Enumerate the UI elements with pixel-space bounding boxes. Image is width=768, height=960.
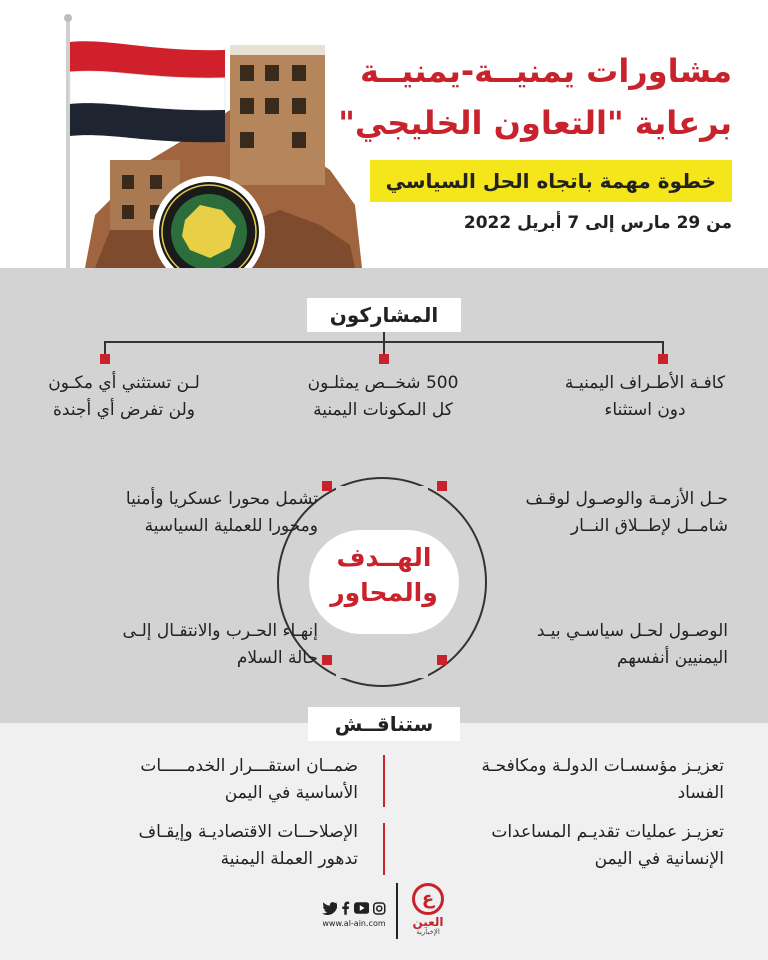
goal-item-1 bbox=[525, 486, 728, 540]
goals-center-badge bbox=[309, 530, 459, 634]
connector-left bbox=[104, 341, 106, 355]
discuss-label: ستناقــش bbox=[308, 707, 460, 741]
goal-item-4 bbox=[122, 618, 318, 672]
social-block bbox=[322, 897, 386, 928]
discussion-section bbox=[0, 712, 768, 960]
main-title-line-1: مشاورات يمنيــة-يمنيــة bbox=[360, 52, 732, 90]
bullet-square bbox=[437, 481, 447, 491]
header-illustration bbox=[0, 0, 380, 268]
goal-item-3 bbox=[537, 618, 728, 672]
divider bbox=[383, 755, 385, 807]
participant-item-3-line2: ولن تفرض أي أجندة bbox=[52, 400, 196, 421]
discuss-item-4-line2: تدهور العملة اليمنية bbox=[220, 849, 358, 870]
participant-item-2-line2: كل المكونات اليمنية bbox=[313, 400, 453, 421]
participant-item-1-line1: كافـة الأطـراف اليمنيـة bbox=[564, 373, 726, 393]
twitter-icon[interactable] bbox=[322, 901, 337, 915]
brand-sub: الإخبارية bbox=[416, 928, 440, 937]
discuss-item-1-line1: تعزيـز مؤسسـات الدولـة ومكافحـة bbox=[481, 756, 724, 776]
discuss-item-3-line2: الإنسانية في اليمن bbox=[594, 849, 724, 870]
website-url[interactable]: www.al-ain.com bbox=[322, 919, 386, 928]
bullet-square bbox=[658, 354, 668, 364]
discuss-item-3 bbox=[491, 819, 724, 873]
header bbox=[0, 0, 768, 268]
participant-item-1-line2: دون استثناء bbox=[604, 400, 686, 421]
connector-mid bbox=[383, 341, 385, 355]
discuss-item-2 bbox=[140, 753, 358, 807]
footer-divider bbox=[396, 883, 398, 939]
main-panel bbox=[0, 268, 768, 723]
participant-item-2-line1: 500 شخــص يمثلـون bbox=[307, 373, 459, 393]
participant-item-2 bbox=[268, 370, 498, 424]
goal-item-3-line2: اليمنيين أنفسهم bbox=[617, 648, 728, 669]
goals-title-line2: والمحاور bbox=[330, 578, 438, 607]
date-range: من 29 مارس إلى 7 أبريل 2022 bbox=[463, 213, 732, 233]
discuss-item-4 bbox=[139, 819, 359, 873]
goal-item-1-line1: حـل الأزمـة والوصـول لوقـف bbox=[525, 489, 728, 509]
discuss-item-1-line2: الفساد bbox=[677, 783, 724, 804]
goal-item-3-line1: الوصـول لحـل سياسـي بيـد bbox=[536, 621, 728, 641]
discuss-item-2-line1: ضمــان استقـــرار الخدمـــــات bbox=[140, 756, 358, 776]
bullet-square bbox=[322, 655, 332, 665]
goals-title-line1: الهــدف bbox=[336, 543, 432, 572]
brand-name: العين bbox=[412, 915, 444, 929]
participants-label: المشاركون bbox=[307, 298, 461, 332]
discuss-item-1 bbox=[482, 753, 724, 807]
goal-item-4-line2: حالة السلام bbox=[236, 648, 318, 669]
subtitle-banner: خطوة مهمة باتجاه الحل السياسي bbox=[370, 160, 732, 202]
youtube-icon[interactable] bbox=[354, 902, 369, 914]
discuss-item-2-line2: الأساسية في اليمن bbox=[224, 783, 358, 804]
instagram-icon[interactable] bbox=[373, 902, 386, 915]
bullet-square bbox=[100, 354, 110, 364]
divider bbox=[383, 823, 385, 875]
participant-item-3-line1: لـن تستثني أي مكـون bbox=[48, 373, 200, 393]
discuss-item-4-line1: الإصلاحــات الاقتصاديـة وإيقـاف bbox=[138, 822, 358, 842]
connector-right bbox=[662, 341, 664, 355]
al-ain-logo-icon: ع العين الإخبارية bbox=[404, 883, 452, 936]
goal-item-2-line2: ومحورا للعملية السياسية bbox=[144, 516, 318, 537]
bullet-square bbox=[437, 655, 447, 665]
goal-item-1-line2: شامــل لإطــلاق النــار bbox=[570, 516, 728, 537]
main-title-line-2: برعاية "التعاون الخليجي" bbox=[338, 104, 732, 142]
goal-item-2 bbox=[126, 486, 318, 540]
goal-item-4-line1: إنهـاء الحـرب والانتقـال إلـى bbox=[122, 621, 318, 641]
bullet-square bbox=[322, 481, 332, 491]
facebook-icon[interactable] bbox=[341, 901, 350, 915]
social-icons bbox=[322, 897, 386, 919]
goal-item-2-line1: تشمل محورا عسكريا وأمنيا bbox=[125, 489, 318, 509]
participant-item-1 bbox=[530, 370, 760, 424]
participant-item-3 bbox=[8, 370, 240, 424]
discuss-item-3-line1: تعزيـز عمليات تقديـم المساعدات bbox=[491, 822, 724, 842]
bullet-square bbox=[379, 354, 389, 364]
